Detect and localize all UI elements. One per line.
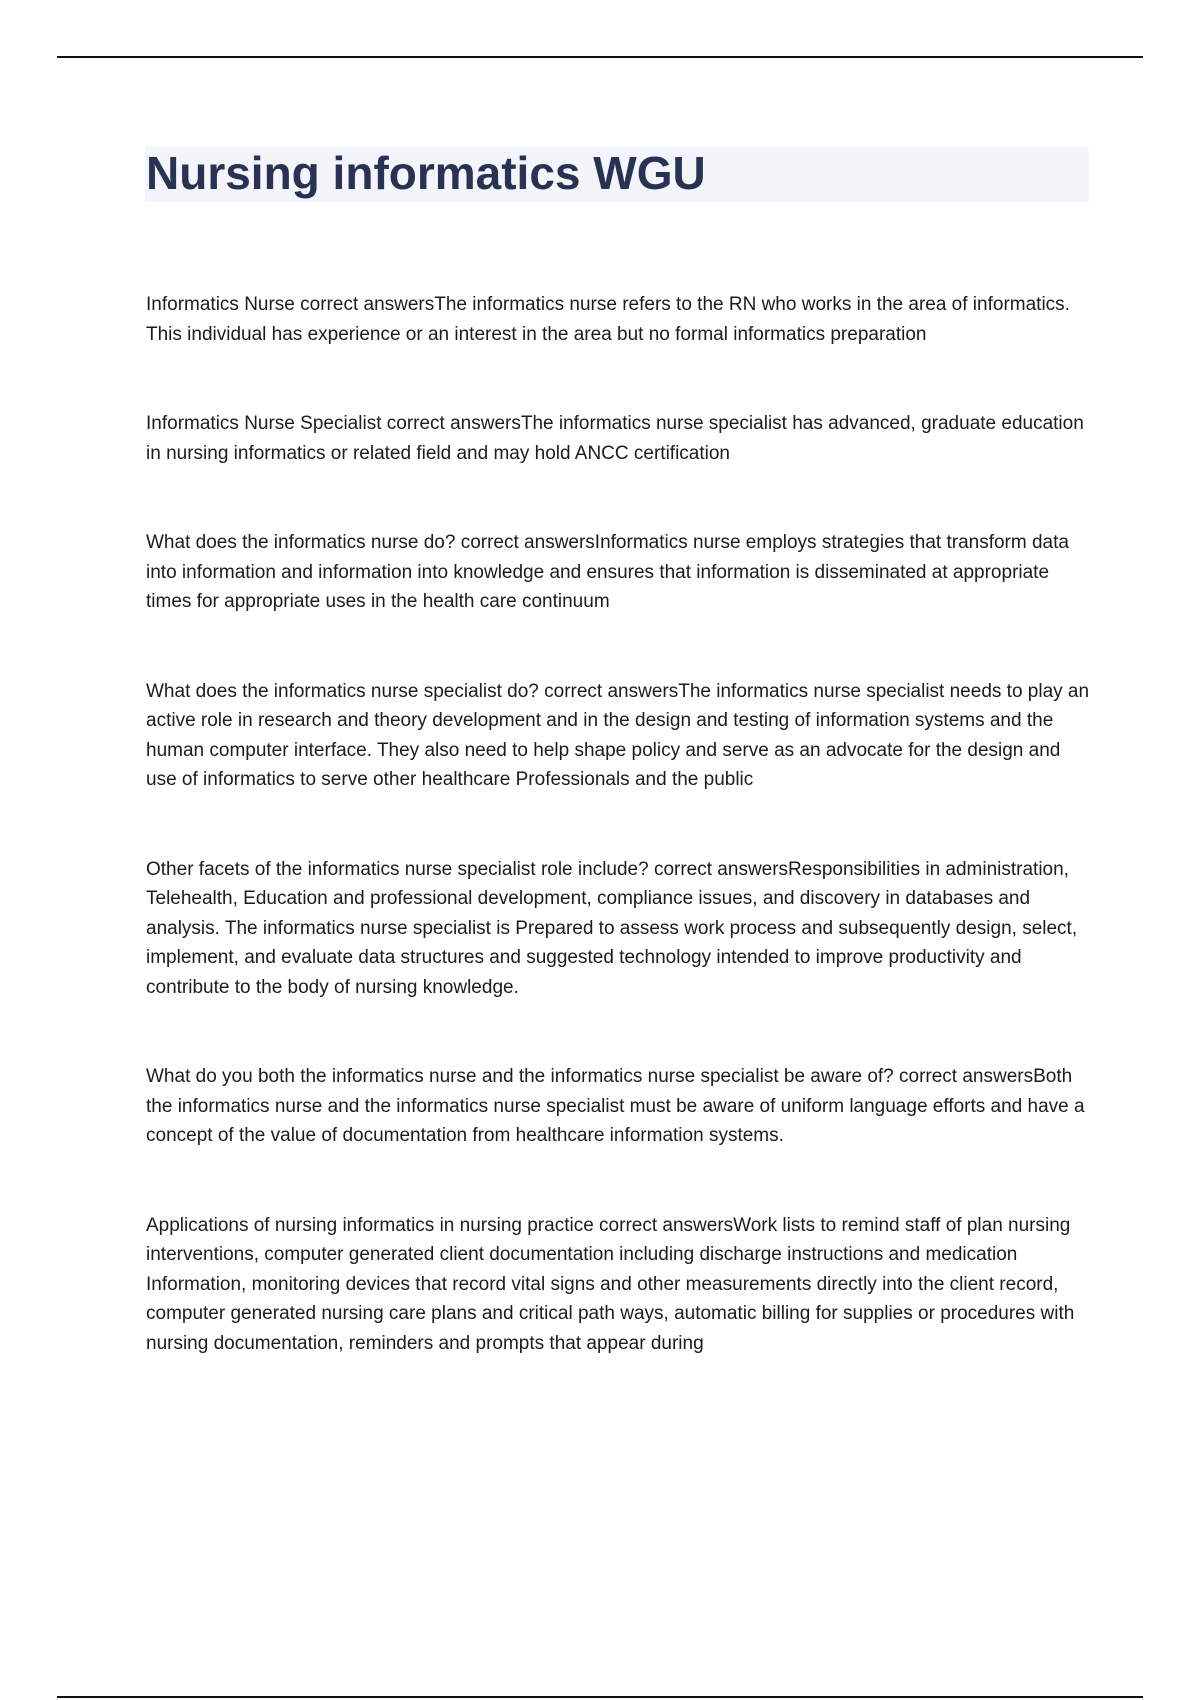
footer-rule	[57, 1696, 1143, 1698]
qa-paragraph: Applications of nursing informatics in nursing practice correct answersWork lists to remind staff of plan nursing interventions, computer generated client documentation including discharge instructions and medication Information, monitoring devices that record vital signs and other measurements directly into the client record, computer generated nursing care plans and critical path ways, automatic billing for supplies or procedures with nursing documentation, reminders and prompts that appear during	[146, 1214, 1075, 1354]
qa-paragraph: Informatics Nurse correct answersThe informatics nurse refers to the RN who works in the area of informatics. This individual has experience or an interest in the area but no formal informatics preparation	[146, 294, 1070, 345]
qa-paragraph: What does the informatics nurse do? correct answersInformatics nurse employs strategies that transform data into information and information into knowledge and ensures that information is disseminated at appropriate times for appropriate uses in the health care continuum	[146, 532, 1069, 612]
qa-paragraph: What does the informatics nurse specialist do? correct answersThe informatics nurse specialist needs to play an active role in research and theory development and in the design and testing of information systems and the human computer interface. They also need to help shape policy and serve as an advocate for the design and use of informatics to serve other healthcare Professionals and the public	[146, 680, 1090, 790]
document-body	[146, 290, 1092, 1418]
header-rule	[57, 56, 1143, 58]
qa-paragraph: Other facets of the informatics nurse specialist role include? correct answersResponsibilities in administration, Telehealth, Education and professional development, compliance issues, and discovery in databases and analysis. The informatics nurse specialist is Prepared to assess work process and subsequently design, select, implement, and evaluate data structures and suggested technology intended to improve productivity and contribute to the body of nursing knowledge.	[146, 858, 1078, 998]
document-title: Nursing informatics WGU	[146, 147, 706, 199]
qa-paragraph: Informatics Nurse Specialist correct answersThe informatics nurse specialist has advanced, graduate education in nursing informatics or related field and may hold ANCC certification	[146, 413, 1084, 464]
qa-paragraph: What do you both the informatics nurse and the informatics nurse specialist be aware of? correct answersBoth the informatics nurse and the informatics nurse specialist must be aware of uniform language efforts and have a concept of the value of documentation from healthcare information systems.	[146, 1066, 1085, 1146]
